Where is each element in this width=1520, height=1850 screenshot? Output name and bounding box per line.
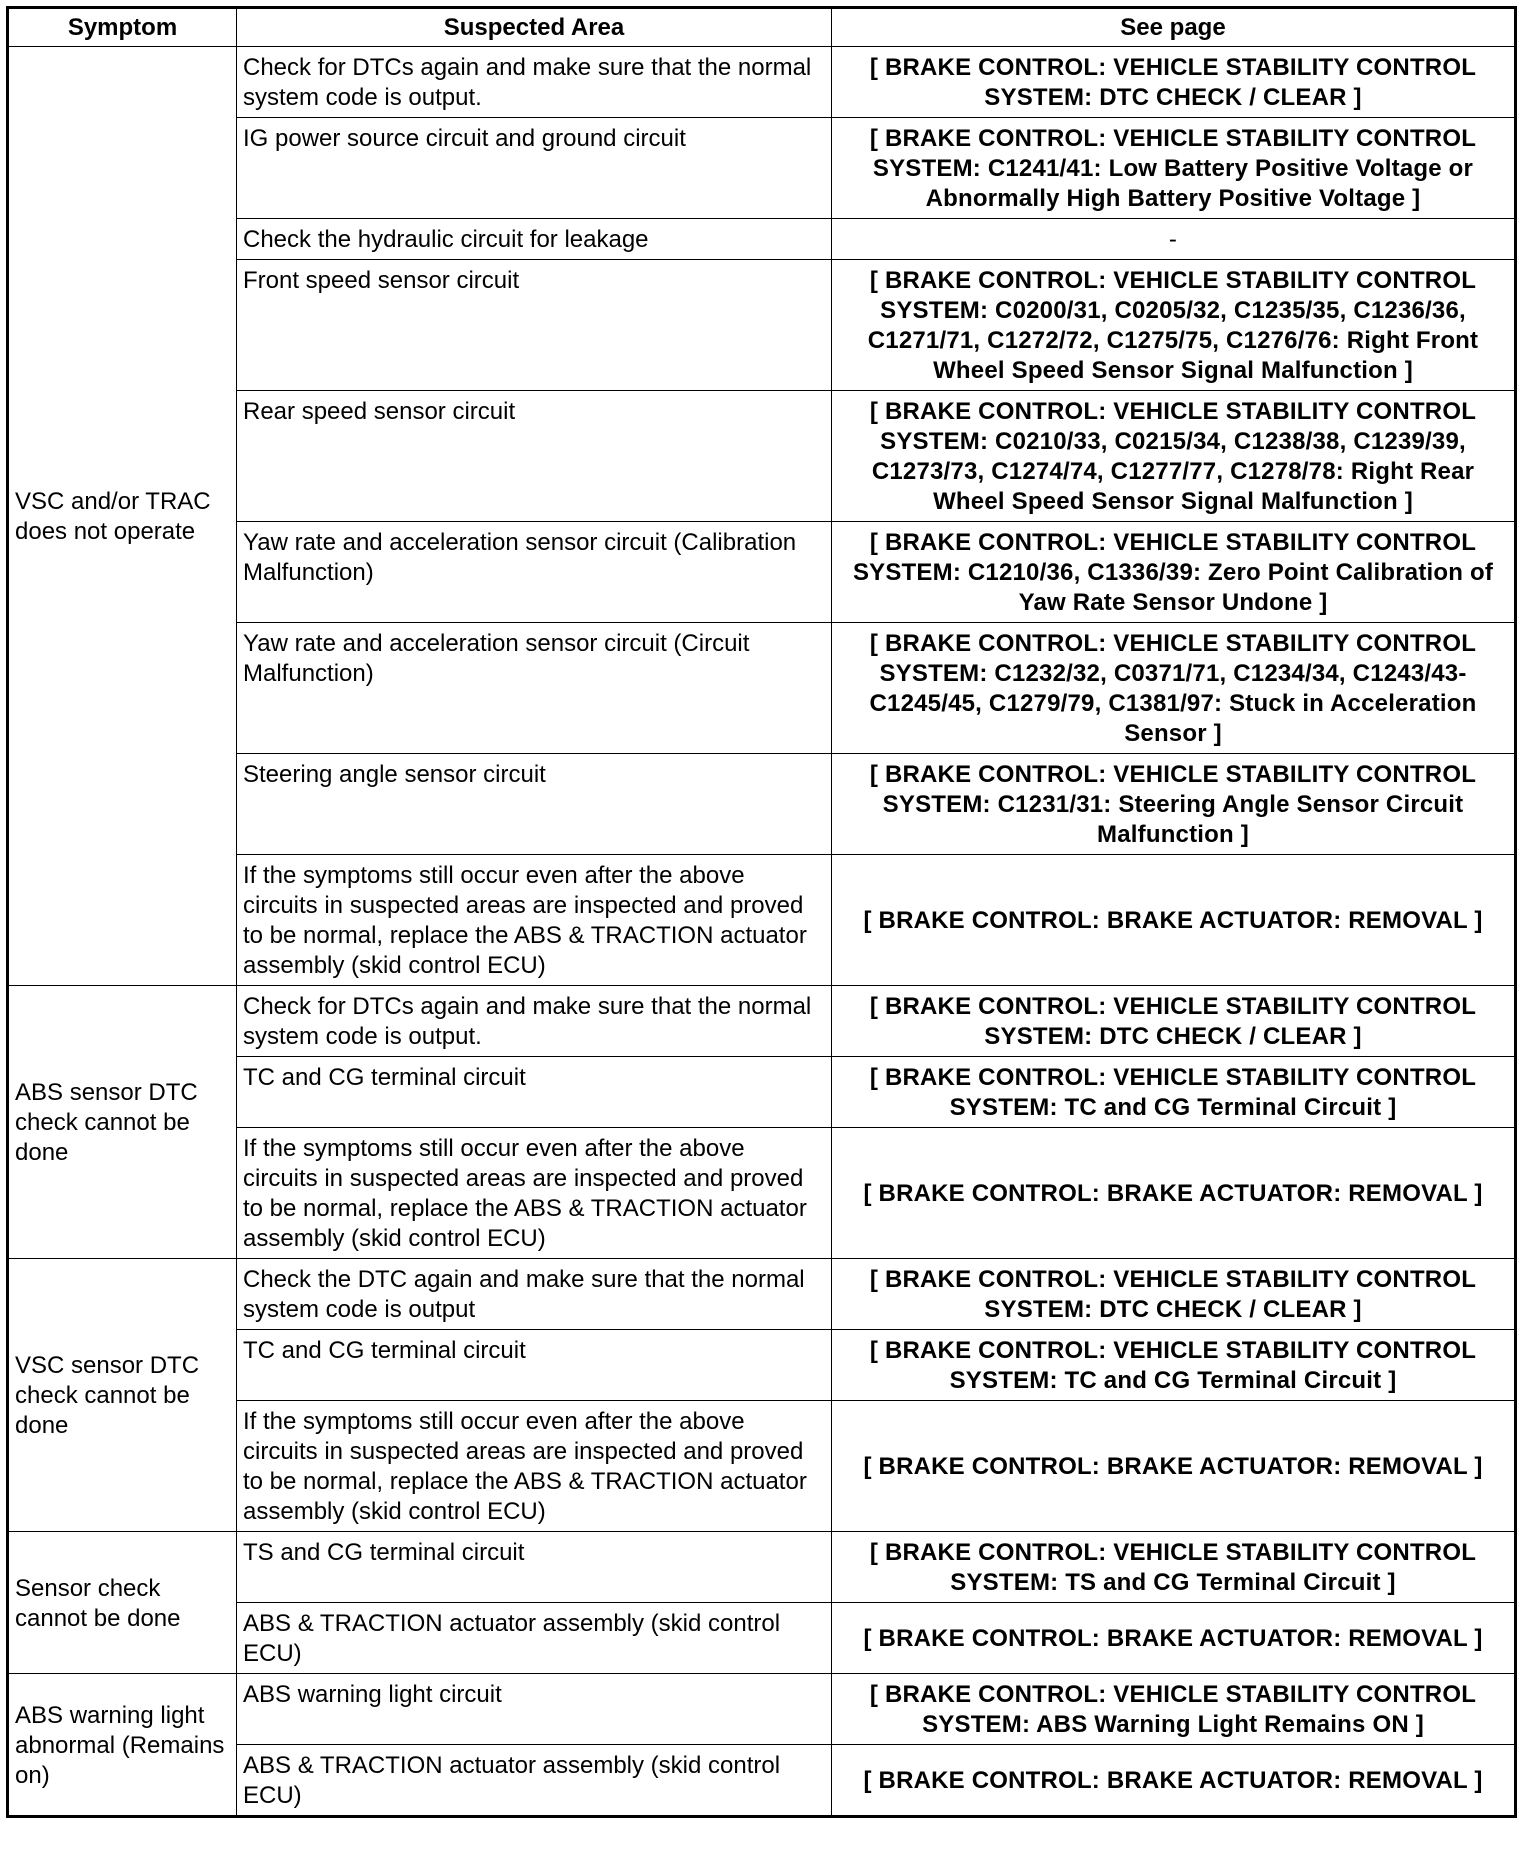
table-header-row bbox=[8, 8, 1516, 47]
table-row bbox=[8, 1674, 1516, 1745]
see-page-link[interactable]: [ BRAKE CONTROL: VEHICLE STABILITY CONTROL SYSTEM: TC and CG Terminal Circuit ] bbox=[832, 1330, 1516, 1401]
see-page-link[interactable]: [ BRAKE CONTROL: BRAKE ACTUATOR: REMOVAL ] bbox=[832, 1128, 1516, 1259]
suspected-area-cell: Yaw rate and acceleration sensor circuit (Calibration Malfunction) bbox=[237, 522, 832, 623]
see-page-link[interactable]: [ BRAKE CONTROL: VEHICLE STABILITY CONTROL SYSTEM: TC and CG Terminal Circuit ] bbox=[832, 1057, 1516, 1128]
suspected-area-cell: Rear speed sensor circuit bbox=[237, 391, 832, 522]
suspected-area-cell: Steering angle sensor circuit bbox=[237, 754, 832, 855]
symptom-cell: VSC sensor DTC check cannot be done bbox=[8, 1259, 237, 1532]
symptom-cell: ABS sensor DTC check cannot be done bbox=[8, 986, 237, 1259]
suspected-area-cell: TC and CG terminal circuit bbox=[237, 1057, 832, 1128]
page bbox=[6, 6, 1514, 1818]
table-row bbox=[8, 1532, 1516, 1603]
symptom-cell: VSC and/or TRAC does not operate bbox=[8, 47, 237, 986]
suspected-area-cell: Front speed sensor circuit bbox=[237, 260, 832, 391]
suspected-area-cell: Check for DTCs again and make sure that the normal system code is output. bbox=[237, 986, 832, 1057]
table-row bbox=[8, 986, 1516, 1057]
suspected-area-cell: TC and CG terminal circuit bbox=[237, 1330, 832, 1401]
see-page-link[interactable]: [ BRAKE CONTROL: BRAKE ACTUATOR: REMOVAL ] bbox=[832, 1401, 1516, 1532]
see-page-link[interactable]: [ BRAKE CONTROL: BRAKE ACTUATOR: REMOVAL ] bbox=[832, 855, 1516, 986]
see-page-link[interactable]: [ BRAKE CONTROL: VEHICLE STABILITY CONTROL SYSTEM: ABS Warning Light Remains ON ] bbox=[832, 1674, 1516, 1745]
table-row bbox=[8, 1259, 1516, 1330]
suspected-area-cell: Yaw rate and acceleration sensor circuit (Circuit Malfunction) bbox=[237, 623, 832, 754]
problem-symptoms-table bbox=[6, 6, 1517, 1818]
see-page-link[interactable]: [ BRAKE CONTROL: VEHICLE STABILITY CONTROL SYSTEM: C1232/32, C0371/71, C1234/34, C1243/43-C1245/45, C1279/79, C1381/97: Stuck in Acceleration Sensor ] bbox=[832, 623, 1516, 754]
see-page-link[interactable]: [ BRAKE CONTROL: BRAKE ACTUATOR: REMOVAL ] bbox=[832, 1603, 1516, 1674]
see-page-link[interactable]: [ BRAKE CONTROL: VEHICLE STABILITY CONTROL SYSTEM: TS and CG Terminal Circuit ] bbox=[832, 1532, 1516, 1603]
see-page-value: - bbox=[832, 219, 1516, 260]
see-page-link[interactable]: [ BRAKE CONTROL: VEHICLE STABILITY CONTROL SYSTEM: C0210/33, C0215/34, C1238/38, C1239/39, C1273/73, C1274/74, C1277/77, C1278/78: Right Rear Wheel Speed Sensor Signal Malfunction ] bbox=[832, 391, 1516, 522]
header-suspected-area: Suspected Area bbox=[237, 8, 832, 47]
suspected-area-cell: IG power source circuit and ground circuit bbox=[237, 118, 832, 219]
symptom-cell: Sensor check cannot be done bbox=[8, 1532, 237, 1674]
see-page-link[interactable]: [ BRAKE CONTROL: VEHICLE STABILITY CONTROL SYSTEM: C0200/31, C0205/32, C1235/35, C1236/36, C1271/71, C1272/72, C1275/75, C1276/76: Right Front Wheel Speed Sensor Signal Malfunction ] bbox=[832, 260, 1516, 391]
see-page-link[interactable]: [ BRAKE CONTROL: VEHICLE STABILITY CONTROL SYSTEM: C1210/36, C1336/39: Zero Point Calibration of Yaw Rate Sensor Undone ] bbox=[832, 522, 1516, 623]
suspected-area-cell: ABS warning light circuit bbox=[237, 1674, 832, 1745]
suspected-area-cell: ABS & TRACTION actuator assembly (skid control ECU) bbox=[237, 1603, 832, 1674]
symptom-cell: ABS warning light abnormal (Remains on) bbox=[8, 1674, 237, 1817]
table-row bbox=[8, 47, 1516, 118]
see-page-link[interactable]: [ BRAKE CONTROL: VEHICLE STABILITY CONTROL SYSTEM: DTC CHECK / CLEAR ] bbox=[832, 47, 1516, 118]
see-page-link[interactable]: [ BRAKE CONTROL: VEHICLE STABILITY CONTROL SYSTEM: C1231/31: Steering Angle Sensor Circuit Malfunction ] bbox=[832, 754, 1516, 855]
see-page-link[interactable]: [ BRAKE CONTROL: VEHICLE STABILITY CONTROL SYSTEM: C1241/41: Low Battery Positive Voltage or Abnormally High Battery Positive Voltage ] bbox=[832, 118, 1516, 219]
header-see-page: See page bbox=[832, 8, 1516, 47]
suspected-area-cell: Check the DTC again and make sure that the normal system code is output bbox=[237, 1259, 832, 1330]
suspected-area-cell: If the symptoms still occur even after the above circuits in suspected areas are inspected and proved to be normal, replace the ABS & TRACTION actuator assembly (skid control ECU) bbox=[237, 1128, 832, 1259]
suspected-area-cell: ABS & TRACTION actuator assembly (skid control ECU) bbox=[237, 1745, 832, 1817]
suspected-area-cell: TS and CG terminal circuit bbox=[237, 1532, 832, 1603]
see-page-link[interactable]: [ BRAKE CONTROL: BRAKE ACTUATOR: REMOVAL ] bbox=[832, 1745, 1516, 1817]
suspected-area-cell: Check the hydraulic circuit for leakage bbox=[237, 219, 832, 260]
suspected-area-cell: If the symptoms still occur even after the above circuits in suspected areas are inspected and proved to be normal, replace the ABS & TRACTION actuator assembly (skid control ECU) bbox=[237, 1401, 832, 1532]
suspected-area-cell: If the symptoms still occur even after the above circuits in suspected areas are inspected and proved to be normal, replace the ABS & TRACTION actuator assembly (skid control ECU) bbox=[237, 855, 832, 986]
see-page-link[interactable]: [ BRAKE CONTROL: VEHICLE STABILITY CONTROL SYSTEM: DTC CHECK / CLEAR ] bbox=[832, 1259, 1516, 1330]
suspected-area-cell: Check for DTCs again and make sure that the normal system code is output. bbox=[237, 47, 832, 118]
see-page-link[interactable]: [ BRAKE CONTROL: VEHICLE STABILITY CONTROL SYSTEM: DTC CHECK / CLEAR ] bbox=[832, 986, 1516, 1057]
header-symptom: Symptom bbox=[8, 8, 237, 47]
